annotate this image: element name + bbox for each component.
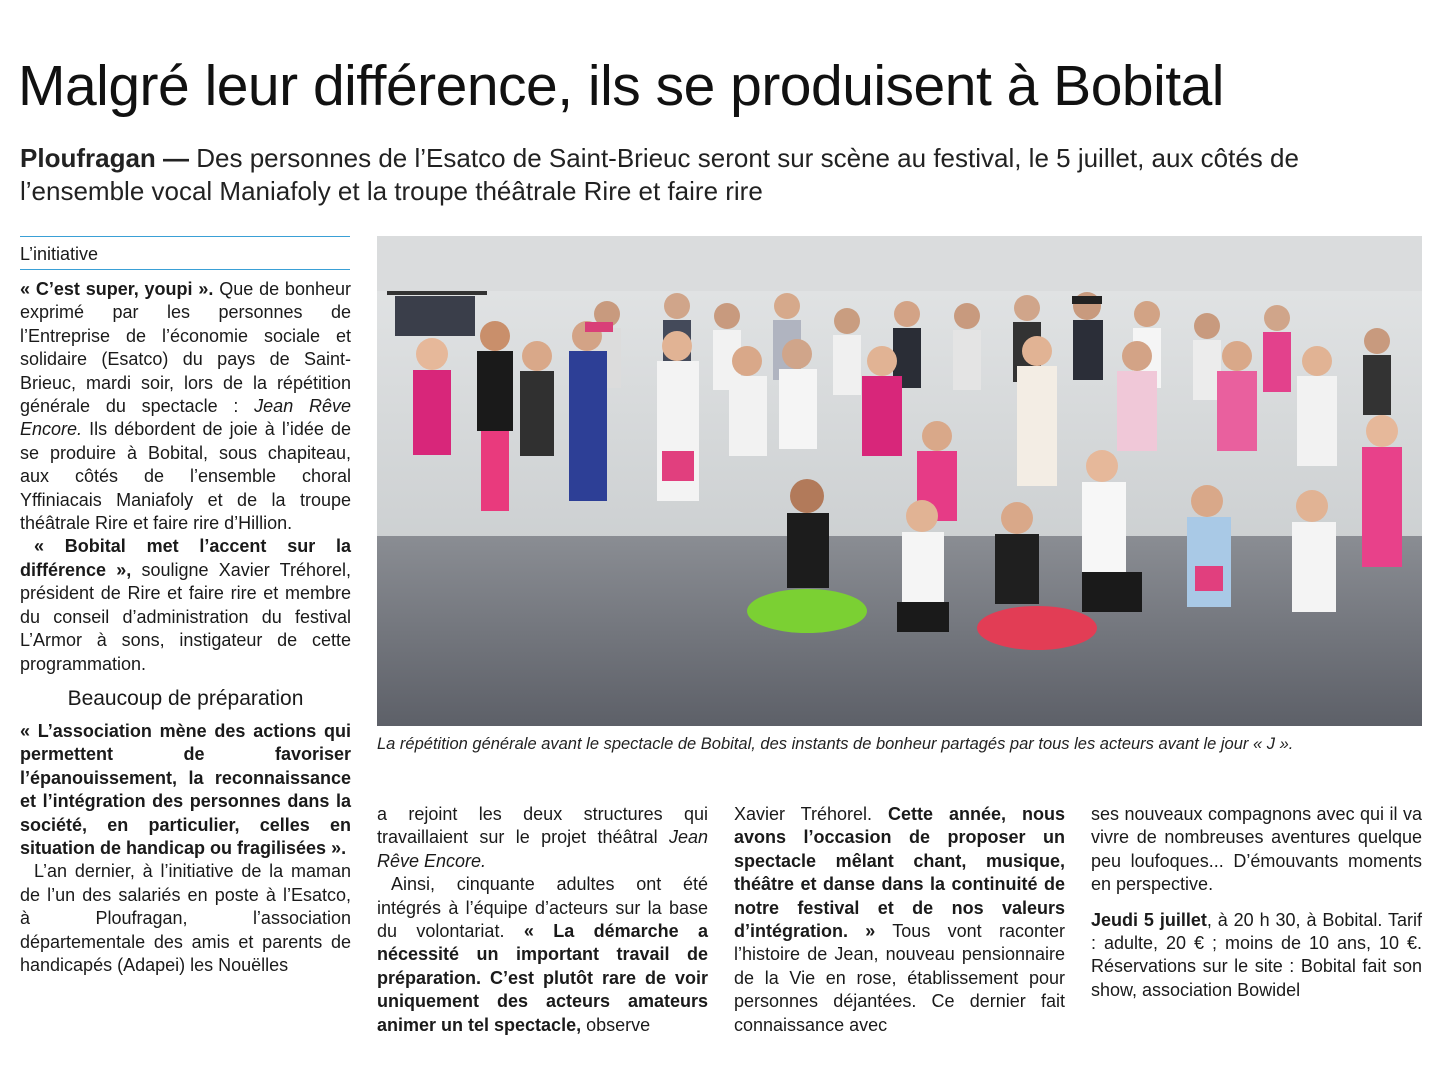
- text: Xavier Tréhorel.: [734, 804, 889, 824]
- quote: « C’est super, youpi ».: [20, 279, 214, 299]
- event-date: Jeudi 5 juillet: [1091, 909, 1207, 930]
- deck: [20, 142, 1320, 208]
- show-title: Jean Rêve Encore.: [377, 827, 708, 871]
- column-2: [377, 803, 708, 1037]
- paragraph: L’an dernier, à l’initiative de la maman de l’un des salariés en poste à l’Esatco, à Ploufragan, l’association départementale des amis et parents de handicapés (Adapei) les Nouëlles: [20, 861, 351, 975]
- text: , à 20 h 30, à Bobital. Tarif : adulte, 20 € ; moins de 10 ans, 10 €. Réservations sur le site : Bobital fait son show, association Bowidel: [1091, 909, 1422, 1000]
- text: a rejoint les deux structures qui travaillaient sur le projet théâtral: [377, 804, 708, 848]
- paragraph: ses nouveaux compagnons avec qui il va vivre de nombreuses aventures quelque peu loufoques... D’émouvants moments en perspective.: [1091, 804, 1422, 895]
- paragraph: [20, 278, 351, 535]
- article-photo: [377, 236, 1422, 726]
- quote: « Bobital met l’accent sur la différence »,: [20, 536, 351, 580]
- text: observe: [581, 1014, 651, 1035]
- headline: Malgré leur différence, ils se produisent à Bobital: [18, 54, 1224, 118]
- subheading: Beaucoup de préparation: [67, 686, 304, 710]
- text: Que de bonheur exprimé par les personnes de l’Entreprise de l’économie sociale et solidaire (Esatco) du pays de Saint-Brieuc, mardi soir, lors de la répétition générale du spectacle :: [20, 279, 351, 417]
- practical-info: [1091, 909, 1422, 1003]
- paragraph: [377, 873, 708, 1037]
- text: souligne Xavier Tréhorel, président de Rire et faire rire et membre du conseil d’administration du festival L’Armor à sons, instigateur de cette programmation.: [20, 559, 352, 674]
- text: Ils débordent de joie à l’idée de se produire à Bobital, sous chapiteau, aux côtés de l’ensemble choral Yffiniacais Maniafoly et de la troupe théâtrale Rire et faire rire d’Hillion.: [20, 419, 351, 534]
- paragraph: [20, 535, 351, 675]
- group-photo-icon: [377, 236, 1422, 726]
- column-3: [734, 803, 1065, 1037]
- text: Ainsi, cinquante adultes ont été intégrés à l’équipe d’acteurs sur la base du volontariat.: [377, 874, 708, 942]
- column-4: [1091, 803, 1422, 1002]
- photo-caption: La répétition générale avant le spectacle de Bobital, des instants de bonheur partagés par tous les acteurs avant le jour « J ».: [377, 735, 1294, 753]
- rubric-label: L’initiative: [20, 236, 350, 270]
- quote: Cette année, nous avons l’occasion de proposer un spectacle mêlant chant, musique, théâtre et danse dans la continuité de notre festival et de nos valeurs d’intégration. »: [734, 804, 1065, 942]
- paragraph: [377, 803, 708, 873]
- quote: « La démarche a nécessité un important travail de préparation. C’est plutôt rare de voir uniquement des acteurs amateurs animer un tel spectacle,: [377, 921, 708, 1035]
- paragraph: [734, 803, 1065, 1037]
- deck-text: Des personnes de l’Esatco de Saint-Brieuc seront sur scène au festival, le 5 juillet, aux côtés de l’ensemble vocal Maniafoly et la troupe théâtrale Rire et faire rire: [20, 143, 1299, 206]
- column-1: [20, 278, 351, 977]
- deck-place: Ploufragan —: [20, 143, 190, 173]
- show-title: Jean Rêve Encore.: [20, 396, 351, 440]
- quote-paragraph: « L’association mène des actions qui permettent de favoriser l’épanouissement, la reconnaissance et l’intégration des personnes dans la société, en particulier, celles en situation de handicap ou fragilisées ».: [20, 720, 351, 858]
- text: Tous vont raconter l’histoire de Jean, nouveau pensionnaire de la Vie en rose, établissement pour personnes déjantées. Ce dernier fait connaissance avec: [734, 921, 1065, 1035]
